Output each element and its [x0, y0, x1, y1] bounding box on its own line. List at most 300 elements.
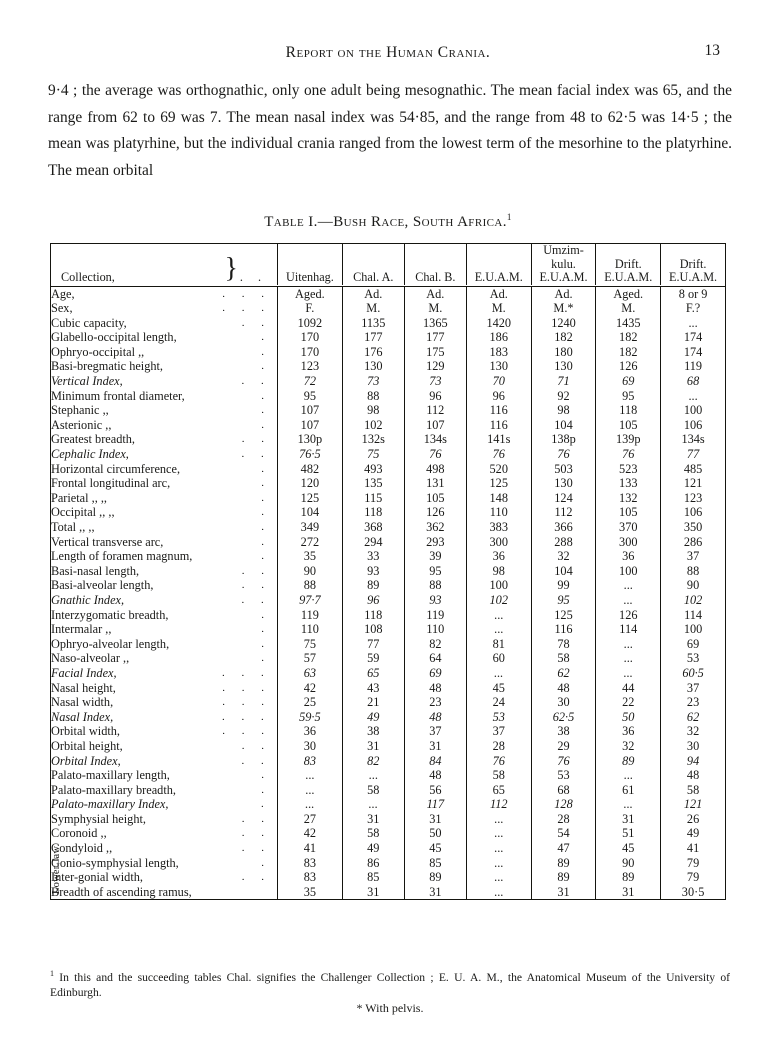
table-cell: 106 — [661, 418, 725, 433]
row-label-dots: . — [261, 521, 272, 533]
table-cell: 132 — [596, 491, 661, 506]
collection-dots: . . — [239, 270, 268, 284]
row-label-text: Naso-alveolar ,, — [51, 651, 130, 666]
table-cell: ... — [342, 768, 404, 783]
table-cell: 183 — [466, 345, 531, 360]
row-label-text: Asterionic ,, — [51, 417, 112, 432]
table-cell: 383 — [466, 520, 531, 535]
row-label — [51, 389, 278, 404]
table-cell: 286 — [661, 535, 725, 550]
table-cell: 118 — [596, 403, 661, 418]
row-label — [51, 520, 278, 535]
row-label-dots: . . . — [222, 302, 272, 315]
table-cell: 69 — [661, 637, 725, 652]
table-cell: 24 — [466, 695, 531, 710]
table-cell: 121 — [661, 797, 725, 812]
table-cell: 100 — [661, 403, 725, 418]
table-cell: M. — [466, 301, 531, 316]
table-cell: 1420 — [466, 316, 531, 331]
row-label — [51, 476, 278, 491]
table-cell: 95 — [531, 593, 596, 608]
table-cell: 90 — [278, 564, 343, 579]
row-label — [51, 462, 278, 477]
table-cell: 116 — [466, 418, 531, 433]
collection-label: Collection, — [61, 270, 115, 284]
table-cell: 31 — [404, 739, 466, 754]
row-label — [51, 374, 278, 389]
row-label-text: Glabello-occipital length, — [51, 330, 177, 345]
row-label — [51, 841, 278, 856]
table-cell: 110 — [466, 505, 531, 520]
table-cell: 121 — [661, 476, 725, 491]
table-row — [51, 418, 725, 433]
table-cell: 50 — [404, 826, 466, 841]
table-cell: 115 — [342, 491, 404, 506]
table-cell: 32 — [661, 724, 725, 739]
table-cell: 174 — [661, 330, 725, 345]
table-cell: ... — [278, 797, 343, 812]
column-header-6: Drift. E.U.A.M. — [596, 244, 661, 285]
table-cell: 482 — [278, 462, 343, 477]
table-cell: 175 — [404, 345, 466, 360]
table-cell: ... — [661, 389, 725, 404]
table-row — [51, 826, 725, 841]
row-label — [51, 695, 278, 710]
row-label-dots: . . . — [222, 287, 272, 300]
table-cell: ... — [596, 666, 661, 681]
table-cell: 82 — [342, 754, 404, 769]
table-cell: 75 — [342, 447, 404, 462]
table-cell: 90 — [661, 578, 725, 593]
row-label-text: Nasal Index, — [51, 709, 114, 724]
table-cell: 106 — [661, 505, 725, 520]
table-cell: 44 — [596, 681, 661, 696]
table-cell: 99 — [531, 578, 596, 593]
row-label-dots: . — [261, 856, 272, 869]
table-cell: 48 — [404, 710, 466, 725]
table-row — [51, 724, 725, 739]
table-cell: 148 — [466, 491, 531, 506]
table-cell: 60·5 — [661, 666, 725, 681]
row-label — [51, 856, 278, 871]
row-label-text: Basi-bregmatic height, — [51, 359, 164, 374]
table-cell: 48 — [404, 681, 466, 696]
row-label-dots: . . . — [222, 666, 272, 679]
table-row — [51, 637, 725, 652]
table-cell: 85 — [342, 870, 404, 885]
table-cell: 138p — [531, 432, 596, 447]
table-cell: 76 — [466, 754, 531, 769]
table-row — [51, 695, 725, 710]
footnote — [50, 966, 730, 1016]
table-cell: 93 — [404, 593, 466, 608]
table-cell: 96 — [466, 389, 531, 404]
table-cell: 39 — [404, 549, 466, 564]
table-cell: 104 — [278, 505, 343, 520]
table-cell: 76 — [466, 447, 531, 462]
body-paragraph: 9·4 ; the average was orthognathic, only one adult being mesognathic. The mean facial index was 65, and the range from 62 to 69 was 7. The mean nasal index was 54·85, and the range from 48 to 62·5 was 14·5 ; the mean was platyrhine, but the individual crania ranged from the lowest term of the mesorhine to the platyrhine. The mean orbital — [48, 82, 732, 179]
running-head: Report on the Human Crania. — [285, 44, 491, 61]
row-label-text: Greatest breadth, — [51, 432, 135, 447]
table-cell: Ad. — [404, 286, 466, 301]
row-label-dots: . — [261, 769, 272, 782]
table-cell: 114 — [661, 608, 725, 623]
row-label-dots: . . — [241, 448, 272, 461]
column-header-4: E.U.A.M. — [466, 244, 531, 285]
table-cell: 36 — [596, 724, 661, 739]
table-cell: 130 — [466, 359, 531, 374]
row-label — [51, 710, 278, 725]
table-cell: 174 — [661, 345, 725, 360]
table-cell: 108 — [342, 622, 404, 637]
row-label-dots: . . — [241, 316, 272, 329]
table-cell: 76 — [531, 754, 596, 769]
row-label-dots: . . — [241, 593, 272, 606]
table-cell: 1365 — [404, 316, 466, 331]
table-cell: 134s — [661, 432, 725, 447]
row-label-dots: . — [261, 550, 272, 563]
table-cell: 86 — [342, 856, 404, 871]
table-cell: 68 — [661, 374, 725, 389]
table-cell: ... — [466, 826, 531, 841]
table-cell: 176 — [342, 345, 404, 360]
footnote-text: In this and the succeeding tables Chal. signifies the Challenger Collection ; E. U. A. M., the Anatomical Museum of the University of Edinburgh. — [50, 970, 730, 999]
table-row — [51, 812, 725, 827]
table-cell: 37 — [661, 681, 725, 696]
table-cell: 107 — [278, 403, 343, 418]
table-row — [51, 301, 725, 316]
table-cell: 131 — [404, 476, 466, 491]
row-label-text: Basi-alveolar length, — [51, 578, 154, 593]
table-cell: 182 — [596, 345, 661, 360]
row-label-text: Gonio-symphysial length, — [51, 855, 179, 870]
table-cell: 22 — [596, 695, 661, 710]
table-cell: 76·5 — [278, 447, 343, 462]
table-cell: 102 — [466, 593, 531, 608]
table-cell: Ad. — [531, 286, 596, 301]
table-cell: 96 — [342, 593, 404, 608]
row-label — [51, 316, 278, 331]
row-label — [51, 622, 278, 637]
table-cell: 182 — [531, 330, 596, 345]
row-label — [51, 549, 278, 564]
row-label — [51, 564, 278, 579]
table-cell: 60 — [466, 651, 531, 666]
row-label-dots: . . — [241, 827, 272, 840]
table-cell: 23 — [661, 695, 725, 710]
data-table-container — [50, 243, 726, 900]
table-cell: 100 — [466, 578, 531, 593]
table-cell: 62·5 — [531, 710, 596, 725]
table-cell: 126 — [596, 608, 661, 623]
table-cell: 58 — [466, 768, 531, 783]
row-label — [51, 403, 278, 418]
table-cell: 89 — [596, 870, 661, 885]
table-cell: 288 — [531, 535, 596, 550]
table-cell: 182 — [596, 330, 661, 345]
row-label — [51, 724, 278, 739]
table-cell: 54 — [531, 826, 596, 841]
table-cell: 128 — [531, 797, 596, 812]
table-cell: 37 — [404, 724, 466, 739]
table-cell: 125 — [531, 608, 596, 623]
table-cell: ... — [596, 651, 661, 666]
row-label-dots: . . . — [222, 710, 272, 723]
table-cell: F. — [278, 301, 343, 316]
table-cell: 368 — [342, 520, 404, 535]
table-cell: 26 — [661, 812, 725, 827]
table-cell: 61 — [596, 783, 661, 798]
table-cell: 31 — [342, 885, 404, 900]
table-row — [51, 549, 725, 564]
table-cell: 125 — [278, 491, 343, 506]
table-cell: 105 — [404, 491, 466, 506]
table-cell: 503 — [531, 462, 596, 477]
table-cell: 98 — [466, 564, 531, 579]
table-cell: 49 — [342, 710, 404, 725]
table-cell: ... — [466, 885, 531, 900]
footnote-pelvis-note: * With pelvis. — [356, 1000, 424, 1015]
table-cell: 112 — [466, 797, 531, 812]
table-cell: 64 — [404, 651, 466, 666]
table-cell: 89 — [342, 578, 404, 593]
row-label-text: Orbital height, — [51, 738, 123, 753]
row-label — [51, 870, 278, 885]
table-cell: 93 — [342, 564, 404, 579]
table-cell: 65 — [466, 783, 531, 798]
table-cell: 105 — [596, 418, 661, 433]
table-row — [51, 432, 725, 447]
row-label-text: Nasal height, — [51, 680, 116, 695]
table-cell: F.? — [661, 301, 725, 316]
row-label — [51, 783, 278, 798]
table-cell: 132s — [342, 432, 404, 447]
table-cell: 69 — [404, 666, 466, 681]
table-cell: 293 — [404, 535, 466, 550]
row-label-dots: . . — [241, 842, 272, 855]
table-cell: 28 — [466, 739, 531, 754]
table-cell: 96 — [404, 389, 466, 404]
table-cell: 47 — [531, 841, 596, 856]
table-cell: 98 — [531, 403, 596, 418]
row-label-text: Horizontal circumference, — [51, 461, 181, 476]
table-cell: 133 — [596, 476, 661, 491]
table-cell: 112 — [404, 403, 466, 418]
table-cell: 83 — [278, 856, 343, 871]
row-label-text: Cubic capacity, — [51, 315, 127, 330]
table-row — [51, 856, 725, 871]
row-label-text: Stephanic ,, — [51, 403, 109, 418]
table-cell: 119 — [404, 608, 466, 623]
table-row — [51, 491, 725, 506]
table-row — [51, 797, 725, 812]
table-cell: 123 — [278, 359, 343, 374]
table-cell: 42 — [278, 681, 343, 696]
row-label-text: Parietal ,, ,, — [51, 490, 108, 505]
row-label-text: Ophryo-occipital ,, — [51, 344, 145, 359]
table-row — [51, 885, 725, 900]
table-cell: 31 — [596, 812, 661, 827]
table-cell: 30·5 — [661, 885, 725, 900]
table-row — [51, 666, 725, 681]
table-cell: 58 — [661, 783, 725, 798]
table-cell: 498 — [404, 462, 466, 477]
table-cell: 48 — [531, 681, 596, 696]
table-cell: 28 — [531, 812, 596, 827]
table-cell: 117 — [404, 797, 466, 812]
table-cell: 31 — [404, 812, 466, 827]
table-cell: 49 — [661, 826, 725, 841]
table-cell: 110 — [404, 622, 466, 637]
row-label-text: Palato-maxillary length, — [51, 768, 170, 783]
row-label-text: Minimum frontal diameter, — [51, 388, 185, 403]
table-cell: 180 — [531, 345, 596, 360]
table-cell: 294 — [342, 535, 404, 550]
table-cell: 53 — [661, 651, 725, 666]
table-cell: Aged. — [596, 286, 661, 301]
row-label — [51, 491, 278, 506]
row-label-text: Inter-gonial width, — [51, 870, 143, 885]
table-cell: 92 — [531, 389, 596, 404]
table-cell: ... — [466, 608, 531, 623]
table-cell: 177 — [342, 330, 404, 345]
table-cell: 30 — [278, 739, 343, 754]
table-cell: 75 — [278, 637, 343, 652]
table-cell: ... — [661, 316, 725, 331]
table-cell: 493 — [342, 462, 404, 477]
table-cell: 27 — [278, 812, 343, 827]
table-row — [51, 374, 725, 389]
table-cell: 82 — [404, 637, 466, 652]
table-cell: ... — [278, 783, 343, 798]
table-cell: 31 — [531, 885, 596, 900]
table-cell: 107 — [278, 418, 343, 433]
row-label-dots: . . — [241, 812, 272, 825]
row-label-dots: . — [261, 345, 272, 358]
table-row — [51, 462, 725, 477]
column-header-2: Chal. A. — [342, 244, 404, 285]
table-row — [51, 476, 725, 491]
table-cell: 45 — [404, 841, 466, 856]
table-cell: 31 — [342, 812, 404, 827]
row-label — [51, 768, 278, 783]
table-cell: 100 — [661, 622, 725, 637]
table-cell: 29 — [531, 739, 596, 754]
table-cell: 32 — [596, 739, 661, 754]
table-cell: 77 — [342, 637, 404, 652]
table-cell: 89 — [596, 754, 661, 769]
table-cell: 107 — [404, 418, 466, 433]
lower-jaw-side-label: Lower Jaw. — [51, 843, 62, 894]
table-cell: 38 — [342, 724, 404, 739]
table-cell: 118 — [342, 505, 404, 520]
table-cell: 170 — [278, 330, 343, 345]
table-cell: 70 — [466, 374, 531, 389]
table-cell: 370 — [596, 520, 661, 535]
row-label-text: Breadth of ascending ramus, — [51, 884, 192, 899]
data-table — [51, 244, 725, 899]
row-label — [51, 505, 278, 520]
table-cell: 77 — [661, 447, 725, 462]
row-label — [51, 286, 278, 301]
table-cell: 100 — [596, 564, 661, 579]
table-row — [51, 447, 725, 462]
table-cell: 31 — [342, 739, 404, 754]
table-cell: 134s — [404, 432, 466, 447]
table-cell: 85 — [404, 856, 466, 871]
collection-header-cell — [51, 244, 278, 285]
table-row — [51, 593, 725, 608]
table-row — [51, 535, 725, 550]
table-cell: 50 — [596, 710, 661, 725]
row-label-dots: . — [261, 360, 272, 373]
table-caption — [0, 212, 776, 231]
table-cell: 116 — [531, 622, 596, 637]
table-cell: 65 — [342, 666, 404, 681]
table-cell: 126 — [596, 359, 661, 374]
row-label — [51, 739, 278, 754]
table-cell: 83 — [278, 870, 343, 885]
table-cell: 30 — [661, 739, 725, 754]
table-cell: M.* — [531, 301, 596, 316]
table-cell: ... — [596, 797, 661, 812]
row-label — [51, 681, 278, 696]
table-cell: Ad. — [466, 286, 531, 301]
row-label-dots: . — [261, 477, 272, 490]
table-cell: 130p — [278, 432, 343, 447]
table-cell: 1135 — [342, 316, 404, 331]
row-label — [51, 608, 278, 623]
table-row — [51, 841, 725, 856]
table-cell: 62 — [531, 666, 596, 681]
row-label-dots: . . . — [222, 725, 272, 738]
page-number: 13 — [704, 42, 720, 59]
table-cell: 104 — [531, 564, 596, 579]
table-header-row — [51, 244, 725, 285]
table-cell: ... — [596, 768, 661, 783]
table-cell: 114 — [596, 622, 661, 637]
table-cell: 520 — [466, 462, 531, 477]
row-label-dots: . — [261, 506, 272, 519]
table-cell: 88 — [404, 578, 466, 593]
row-label — [51, 754, 278, 769]
table-cell: 59·5 — [278, 710, 343, 725]
row-label — [51, 359, 278, 374]
row-label-dots: . . . — [222, 681, 272, 694]
table-cell: Aged. — [278, 286, 343, 301]
table-cell: 123 — [661, 491, 725, 506]
row-label-dots: . — [261, 404, 272, 417]
column-header-7: Drift. E.U.A.M. — [661, 244, 725, 285]
table-cell: 362 — [404, 520, 466, 535]
column-header-5: Umzim- kulu. E.U.A.M. — [531, 244, 596, 285]
table-cell: ... — [596, 578, 661, 593]
table-cell: 300 — [596, 535, 661, 550]
table-cell: 41 — [278, 841, 343, 856]
table-cell: 48 — [661, 768, 725, 783]
table-cell: 349 — [278, 520, 343, 535]
table-row — [51, 739, 725, 754]
table-cell: 95 — [278, 389, 343, 404]
table-cell: 139p — [596, 432, 661, 447]
row-label-text: Sex, — [51, 301, 73, 316]
table-cell: 36 — [278, 724, 343, 739]
row-label — [51, 593, 278, 608]
row-label — [51, 345, 278, 360]
table-cell: 186 — [466, 330, 531, 345]
table-cell: 35 — [278, 885, 343, 900]
row-label-dots: . — [261, 389, 272, 402]
